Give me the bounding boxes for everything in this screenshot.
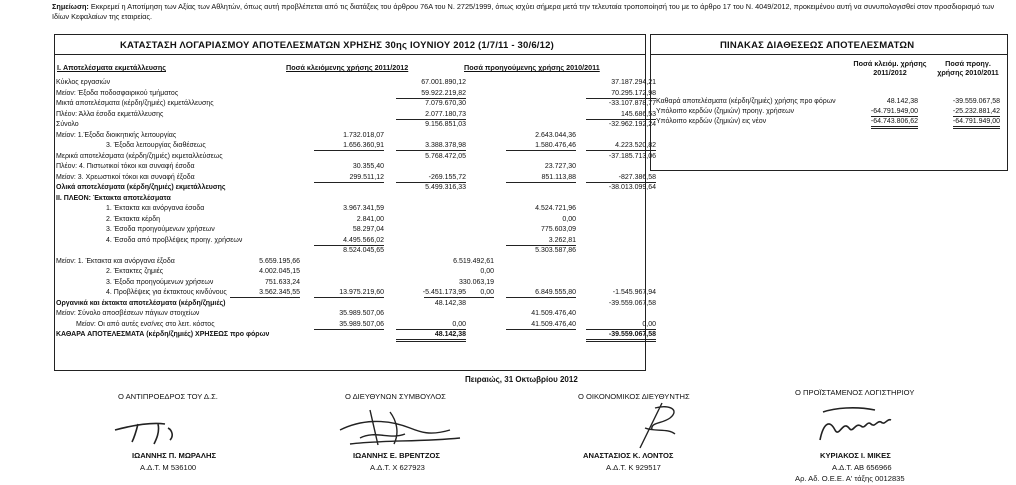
statement-row xyxy=(56,152,696,161)
note-prefix: Σημείωση: xyxy=(52,2,89,11)
statement-value-p1: 0,00 xyxy=(424,288,494,298)
statement-row-label: Κύκλος εργασιών xyxy=(56,79,111,86)
statement-row xyxy=(56,173,696,182)
statement-value-c3: 48.142,38 xyxy=(396,330,466,342)
statement-value-c3: 5.499.316,33 xyxy=(425,184,466,191)
distribution-row xyxy=(656,97,1006,106)
statement-value-c1: 5.659.195,66 xyxy=(259,257,300,265)
statement-value-c1: 4.002.045,15 xyxy=(259,268,300,275)
column-header-current: Ποσά κλειόμενης χρήσης 2011/2012 xyxy=(286,63,409,72)
statement-row-label: 4. Έσοδα από προβλέψεις προηγ. χρήσεων xyxy=(106,236,243,244)
statement-value-p3: -37.185.713,06 xyxy=(608,152,656,160)
statement-value-p1: 330.063,19 xyxy=(458,278,494,286)
statement-value-c3: 59.922.219,82 xyxy=(396,89,466,99)
statement-value-p1: 0,00 xyxy=(480,268,494,275)
statement-row xyxy=(56,330,696,339)
distribution-row xyxy=(656,117,1006,126)
statement-row-label: Πλέον: 4. Πιστωτικοί τόκοι και συναφή έσοδα xyxy=(56,163,195,170)
statement-value-c3: 2.077.180,73 xyxy=(396,110,466,120)
statement-value-p3: -38.013.099,64 xyxy=(608,184,656,191)
statement-row-label: 2. Έκτακτες ζημιές xyxy=(106,268,164,275)
statement-value-p3: -33.107.878,77 xyxy=(608,100,656,107)
signatory-name: ΙΩΑΝΝΗΣ Π. ΜΩΡΑΛΗΣ xyxy=(132,451,217,460)
place-date: Πειραιώς, 31 Οκτωβρίου 2012 xyxy=(465,375,578,384)
signature-2 xyxy=(330,400,470,450)
statement-value-c3: 3.388.378,98 xyxy=(396,141,466,151)
statement-row-label: Μείον: 3. Χρεωστικοί τόκοι και συναφή έξοδα xyxy=(56,173,195,181)
statement-value-p2: 6.849.555,80 xyxy=(506,288,576,298)
distribution-row-label: Υπόλοιπο κερδών (ζημιών) προηγ. χρήσεων xyxy=(656,108,795,115)
statement-row xyxy=(56,99,696,108)
statement-row xyxy=(56,215,696,224)
statement-row-label: Μερικά αποτελέσματα (κέρδη/ζημιές) εκμεταλλεύσεως xyxy=(56,152,223,160)
statement-row xyxy=(56,110,696,119)
statement-value-p2: 2.643.044,36 xyxy=(535,131,576,139)
signatory-name: ΑΝΑΣΤΑΣΙΟΣ Κ. ΛΟΝΤΟΣ xyxy=(583,451,674,460)
statement-row xyxy=(56,225,696,234)
statement-value-c2: 2.841,00 xyxy=(356,215,384,223)
statement-value-c3: -5.451.173,95 xyxy=(422,289,466,296)
statement-value-p2: 3.262,81 xyxy=(506,236,576,246)
statement-value-c2: 3.967.341,59 xyxy=(343,205,384,212)
statement-row-label: 1. Έκτακτα και ανόργανα έσοδα xyxy=(106,205,205,212)
signatory-license: Αρ. Αδ. Ο.Ε.Ε. Α' τάξης 0012835 xyxy=(795,474,905,483)
statement-row xyxy=(56,309,696,318)
signatory-role: Ο ΟΙΚΟΝΟΜΙΚΟΣ ΔΙΕΥΘΥΝΤΗΣ xyxy=(578,392,690,401)
statement-value-p3: -32.962.192,24 xyxy=(608,121,656,128)
statement-value-c2: 4.495.566,02 xyxy=(314,236,384,246)
signatory-name: ΚΥΡΙΑΚΟΣ Ι. ΜΙΚΕΣ xyxy=(820,451,891,460)
signatory-name: ΙΩΑΝΝΗΣ Ε. ΒΡΕΝΤΖΟΣ xyxy=(353,451,440,460)
statement-value-p1: 6.519.492,61 xyxy=(453,257,494,265)
statement-row-label: Μείον: 1. Έκτακτα και ανόργανα έξοδα xyxy=(56,257,175,265)
statement-row-label: Ολικά αποτελέσματα (κέρδη/ζημιές) εκμετάλλευσης xyxy=(56,184,226,191)
statement-value-c2: 35.989.507,06 xyxy=(314,320,384,330)
distribution-row-previous: -39.559.067,58 xyxy=(952,98,1000,105)
statement-value-p3: -1.545.967,94 xyxy=(612,289,656,296)
distribution-row-current: -64.743.806,62 xyxy=(871,117,918,129)
signature-4 xyxy=(815,400,905,450)
note-text: Εκκρεμεί η Αποτίμηση των Αξίας των Αθλητών, όπως αυτή προβλέπεται από τις διατάξεις του άρθρου 76Α του Ν. 2725/1999, όπως ισχύει σήμερα μετά την τελευταία τροποποίησή του με το άρθρο 17 του Ν. 4049/2012, προκειμένου αυτή να συνυπολογισθεί στον προσδιορισμό των Ιδίων Κεφαλαίων της εταιρείας. xyxy=(52,2,995,21)
statement-value-c2: 13.975.219,60 xyxy=(314,288,384,298)
statement-value-p3: -39.559.067,58 xyxy=(586,330,656,342)
statement-row-label: 4. Προβλέψεις για έκτακτους κινδύνους xyxy=(106,289,227,296)
statement-value-p2: 775.603,09 xyxy=(540,226,576,233)
statement-row-label: Σύνολο xyxy=(56,121,79,128)
statement-value-p2: 0,00 xyxy=(562,215,576,223)
statement-value-c2: 1.656.360,91 xyxy=(314,141,384,151)
statement-row xyxy=(56,299,696,308)
signatory-id: Α.Δ.Τ. Μ 536100 xyxy=(140,463,197,472)
statement-row-label: Οργανικά και έκτακτα αποτελέσματα (κέρδη/ζημιές) xyxy=(56,299,226,307)
distribution-row-label: Καθαρά αποτελέσματα (κέρδη/ζημιές) χρήσης προ φόρων xyxy=(656,98,836,105)
statement-row xyxy=(56,236,696,245)
statement-row xyxy=(56,162,696,171)
statement-row xyxy=(56,320,696,329)
statement-row-label: Μείον: Οι από αυτές ενσ/νες στο λειτ. κόστος xyxy=(76,320,215,328)
statement-row-label: Πλέον: Άλλα έσοδα εκμετάλλευσης xyxy=(56,110,164,118)
statement-row xyxy=(56,131,696,140)
distribution-row-label: Υπόλοιπο κερδών (ζημιών) εις νέον xyxy=(656,118,767,125)
statement-row xyxy=(56,194,696,203)
statement-value-c2: 58.297,04 xyxy=(352,226,384,233)
statement-row xyxy=(56,183,696,192)
statement-row xyxy=(56,141,696,150)
note xyxy=(52,2,1012,22)
title-divider xyxy=(54,54,645,55)
distribution-title: ΠΙΝΑΚΑΣ ΔΙΑΘΕΣΕΩΣ ΑΠΟΤΕΛΕΣΜΑΤΩΝ xyxy=(720,40,915,51)
income-statement-title: ΚΑΤΑΣΤΑΣΗ ΛΟΓΑΡΙΑΣΜΟΥ ΑΠΟΤΕΛΕΣΜΑΤΩΝ ΧΡΗΣΗΣ 30ης ΙΟΥΝΙΟΥ 2012 (1/7/11 - 30/6/12) xyxy=(120,40,554,51)
distribution-col-current: Ποσά κλειόμ. χρήσης 2011/2012 xyxy=(853,59,927,77)
distribution-row-current: 48.142,38 xyxy=(886,98,918,105)
statement-row-label: 3. Έσοδα προηγούμενων χρήσεων xyxy=(106,226,215,233)
distribution-title-divider xyxy=(650,54,1007,55)
statement-value-p2: 851.113,88 xyxy=(506,173,576,183)
distribution-row-previous: -25.232.881,42 xyxy=(952,108,1000,115)
signature-3 xyxy=(600,398,700,453)
statement-value-p2: 41.509.476,40 xyxy=(531,310,576,317)
statement-value-c1: 751.633,24 xyxy=(264,278,300,286)
statement-value-p2: 4.524.721,96 xyxy=(535,205,576,212)
statement-row xyxy=(56,257,696,266)
statement-row xyxy=(56,120,696,129)
statement-value-c3: 67.001.890,12 xyxy=(421,79,466,86)
statement-value-c2: 35.989.507,06 xyxy=(339,310,384,317)
statement-value-c2: 8.524.045,65 xyxy=(343,247,384,254)
statement-value-p2: 41.509.476,40 xyxy=(506,320,576,330)
statement-value-c3: 7.079.670,30 xyxy=(425,100,466,107)
distribution-col-previous: Ποσά προηγ. χρήσης 2010/2011 xyxy=(937,59,999,77)
statement-rows xyxy=(56,78,656,368)
statement-value-c3: 9.156.851,03 xyxy=(425,121,466,128)
signatory-role: Ο ΔΙΕΥΘΥΝΩΝ ΣΥΜΒΟΥΛΟΣ xyxy=(345,392,446,401)
statement-value-p3: 0,00 xyxy=(586,320,656,330)
section-1-heading: I. Αποτελέσματα εκμετάλλευσης xyxy=(57,63,166,72)
signatory-id: Α.Δ.Τ. Κ 929517 xyxy=(606,463,661,472)
statement-value-p3: -39.559.067,58 xyxy=(608,299,656,307)
statement-value-c3: -269.155,72 xyxy=(396,173,466,183)
signatory-id: Α.Δ.Τ. Χ 627923 xyxy=(370,463,425,472)
statement-value-p2: 23.727,30 xyxy=(544,163,576,170)
statement-row-label: Μείον: Σύνολο αποσβέσεων πάγιων στοιχείων xyxy=(56,310,200,317)
statement-row-label: ΚΑΘΑΡΑ ΑΠΟΤΕΛΕΣΜΑΤΑ (κέρδη/ζημιές) ΧΡΗΣΕΩΣ προ φόρων xyxy=(56,331,270,338)
statement-value-p3: 145.686,53 xyxy=(586,110,656,120)
statement-value-c2: 30.355,40 xyxy=(352,163,384,170)
signatory-role: Ο ΠΡΟΪΣΤΑΜΕΝΟΣ ΛΟΓΙΣΤΗΡΙΟΥ xyxy=(795,388,915,397)
statement-row xyxy=(56,89,696,98)
statement-row xyxy=(56,204,696,213)
statement-value-p3: 70.295.172,98 xyxy=(586,89,656,99)
statement-row-label: 2. Έκτακτα κέρδη xyxy=(106,215,161,223)
signatory-role: Ο ΑΝΤΙΠΡΟΕΔΡΟΣ ΤΟΥ Δ.Σ. xyxy=(118,392,218,401)
distribution-row xyxy=(656,107,1006,116)
statement-value-p2: 5.303.587,86 xyxy=(535,247,576,254)
statement-value-c3: 48.142,38 xyxy=(434,299,466,307)
statement-row-label: II. ΠΛΕΟΝ: Έκτακτα αποτελέσματα xyxy=(56,194,171,202)
distribution-row-previous: -64.791.949,00 xyxy=(953,117,1000,129)
statement-value-p3: -827.386,58 xyxy=(586,173,656,183)
statement-row-label: Μείον: 1.Έξοδα διοικητικής λειτουργίας xyxy=(56,131,177,139)
statement-value-p3: 37.187.294,21 xyxy=(611,79,656,86)
statement-row xyxy=(56,288,696,297)
signature-1 xyxy=(110,408,230,448)
statement-value-p3: 4.223.520,82 xyxy=(586,141,656,151)
statement-row xyxy=(56,78,696,87)
column-header-previous: Ποσά προηγούμενης χρήσης 2010/2011 xyxy=(464,63,600,72)
statement-row-label: 3. Έξοδα προηγούμενων χρήσεων xyxy=(106,278,214,286)
statement-value-c2: 299.511,12 xyxy=(314,173,384,183)
statement-value-p2: 1.580.476,46 xyxy=(506,141,576,151)
statement-row xyxy=(56,246,696,255)
statement-row-label: 3. Έξοδα λειτουργίας διαθέσεως xyxy=(106,142,206,149)
statement-value-c1: 3.562.345,55 xyxy=(230,288,300,298)
statement-row-label: Μικτά αποτελέσματα (κέρδη/ζημιές) εκμετάλλευσης xyxy=(56,100,214,107)
statement-row-label: Μείον: Έξοδα ποδοσφαιρικού τμήματος xyxy=(56,89,179,97)
statement-value-c3: 5.768.472,05 xyxy=(425,152,466,160)
statement-row xyxy=(56,267,696,276)
signatory-id: Α.Δ.Τ. ΑΒ 656966 xyxy=(832,463,892,472)
statement-row xyxy=(56,278,696,287)
distribution-row-current: -64.791.949,00 xyxy=(870,108,918,115)
statement-value-c2: 1.732.018,07 xyxy=(343,131,384,139)
statement-value-c3: 0,00 xyxy=(396,320,466,330)
